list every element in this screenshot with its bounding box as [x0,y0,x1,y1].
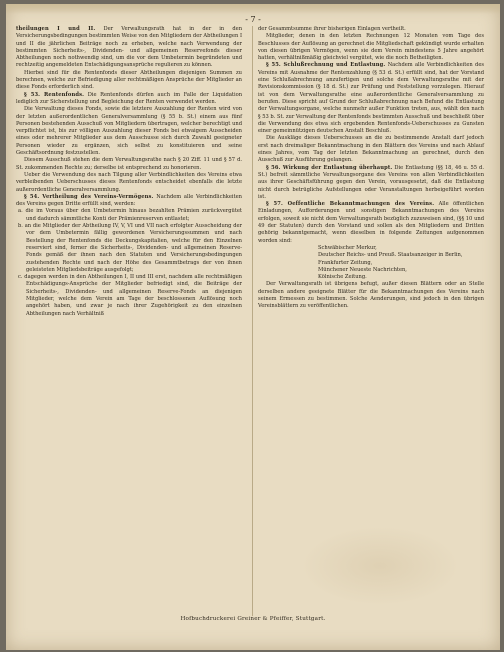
list-item [16,274,242,318]
paragraph-text: Die Rentenfonds dürfen auch im Falle der Liquidation lediglich zur Sicherstellung und Begleichung der Renten verwendet werden. [16,91,243,105]
page-number: - 7 - [245,15,261,24]
paragraph-text: Ueber die Verwendung des nach Tilgung aller Verbindlichkeiten des Vereins etwa verbleibenden Ueberschusses dieses Rentenfonds entscheidet ebenfalls die letzte außerordentliche Generalversammlung. [16,171,242,193]
paragraph-text: b. an die Mitglieder der Abtheilung IV, V, VI und VII nach erfolgter Ausscheidung der vor dem Umbetermin fällig gewordenen Versicherungssummen und nach Bestellung der Rentenfonds die Deckungskapitalien, welche für den Einzelnen reserviert sind, ferner die Sicherheits-, Dividenden- und allgemeinen Reserve-Fonds gemäß der ihnen nach den Statuten und Versicherungsbedingungen zustehenden Rechte und nach der Höhe des Gesammtbetrags der von ihnen geleisteten Mitgliedsbeiträge ausgefolgt; [18,223,242,273]
newspaper-item [258,267,484,274]
paragraph-text: a. die im Voraus über den Umbetermin hinaus bezahlten Prämien zurückvergütet und dadurch sämmtliche Konti der Prämienreserven entlastet; [18,208,242,222]
list-item [16,223,242,274]
paragraph [16,26,242,70]
paragraph [258,33,484,62]
paragraph-text: Mitglieder, denen in den letzten Rechnungen 12 Monaten vom Tage des Beschlusses der Auflösung an gerechnet die Mitgliedschaft gekündigt wurde erhalten von diesen übrigen Vermögen, wenn sie dem Verein mindestens 5 Jahre angehört hatten, verhältnißmäßig gleichviel vergütet, wie die noch Betheiligten. [258,33,484,62]
paragraph [258,135,484,164]
paragraph [258,26,484,33]
paragraph-text: Kölnische Zeitung. [318,274,367,281]
paragraph-text: Münchener Neueste Nachrichten, [318,266,407,273]
section-heading: § 55. Schlußrechnung und Entlastung. [266,62,386,69]
right-column [258,26,484,311]
paragraph-text: Der Verwaltungsrath hat in der in den Versicherungsbedingungen bestimmten Weise von den Mitgliedern der Abtheilungen I und II die jährlichen Beiträge noch zu erheben, welche nach Verwendung der bestimmten Sicherheits-, Dividenden- und allgemeinen Reservefonds dieser Abtheilungen noch nothwendig sind, um die vor dem Umbetermin begründeten und rechtzeitig angemeldeten Entschädigungsansprüche regulieren zu können. [16,26,243,69]
newspaper-item [258,245,484,252]
paragraph-text: Frankfurter Zeitung, [318,259,373,266]
paragraph-text: Die Verwaltung dieses Fonds, sowie die letztere Auszahlung der Renten wird von der letzten außerordentlichen Generalversammlung (§ 55 b. St.) einem aus fünf Personen bestehenden Ausschuß von Mitgliedern übertragen, welcher berechtigt und verpflichtet ist, bis zur völligen Auszahlung dieser Fonds bei etwaigem Ausscheiden eines oder mehrerer Mitglieder aus dem Ausschusse sich durch Zuwahl geeigneter Personen wieder zu ergänzen, sich selbst zu konstituieren und seine Geschäftsordnung festzustellen. [16,106,242,157]
paragraph-text: Nachdem alle Verbindlichkeiten des Vereins gegen Dritte erfüllt sind, werden: [16,193,242,208]
section-heading: § 56. Wirkung der Entlastung überhaupt. [266,164,393,171]
paragraph [16,92,242,107]
paragraph [16,172,242,194]
paragraph-text: c. dagegen werden in den Abtheilungen I, II und III erst, nachdem alle rechtmäßigen Entschädigungs-Ansprüche der Mitglieder befriedigt sind, die Beiträge der Sicherheits-, Dividenden- und allgemeinen Reserve-Fonds an diejenigen Mitglieder, welche dem Verein am Tage der beschlossenen Auflösung noch angehört haben, und zwar je nach ihrer Zugehörigkeit zu den einzelnen Abtheilungen nach Verhältniß [18,274,242,317]
document-page [6,4,500,650]
paragraph-text: Deutscher Reichs- und Preuß. Staatsanzeiger in Berlin, [318,252,463,259]
paragraph [16,70,242,92]
paragraph [16,157,242,172]
paragraph-text: Die Entlastung (§§ 18, 46 u. 55 d. St.) befreit sämmtliche Verwaltungsorgane des Vereins von allen Verbindlichkeiten aus ihrer Geschäftsführung gegen den Verein, vorausgesetzt, daß die Entlastung nicht durch betrügliche Aufstellungen oder Veranstaltungen herbeigeführt worden ist. [258,164,484,200]
section-heading: § 57. Oeffentliche Bekanntmachungen des Vereins. [266,201,435,208]
column-divider [252,26,253,616]
paragraph-text: der Gesammtsumme ihrer bisherigen Einlagen vertheilt. [258,26,406,32]
paragraph-text: Nachdem alle Verbindlichkeiten des Vereins mit Ausnahme der Rentenzahlung (§ 53 d. St.) erfüllt sind, hat der Vorstand eine Schlußabrechnung anzufertigen und solche dem Verwaltungsrathe mit der Revisionskommission (§ 18 d. St.) zur Prüfung und Feststellung vorzulegen. Hierauf ist von dem Verwaltungsrathe eine außerordentliche Generalversammlung zu berufen. Diese spricht auf Grund der Schlußabrechnung nach Befund die Entlastung der Verwaltungsorgane, welche nunmehr außer Funktion treten, aus, wählt den nach § 53 b. St. zur Verwaltung der Rentenfonds bestimmten Ausschuß und beschließt über die Verwendung des etwa sich ergebenden Rentenfonds-Ueberschusses zu Gunsten einer gemeinnützigen deutschen Anstalt Beschluß. [258,62,484,135]
paragraph [16,194,242,209]
newspaper-item [258,274,484,281]
list-item [16,208,242,223]
section-heading: § 54. Vertheilung des Vereins-Vermögens. [24,193,154,200]
paragraph-text: Alle öffentlichen Einladungen, Aufforderungen und sonstigen Bekanntmachungen des Vereins erfolgen, soweit sie nicht dem Verwaltungsrath bezüglich zuzuweisen sind, (§§ 10 und 49 der Statuten) durch den Vorstand und sollen als den Mitgliedern und Dritten gehörig bekanntgemacht, wenn dieselben in folgende Zeitungen aufgenommen worden sind: [258,201,484,244]
paragraph-text: Die Auskläge dieses Ueberschusses an die zu bestimmende Anstalt darf jedoch erst nach dreimaliger Bekanntmachung in den Blättern des Vereins und nach Ablauf eines Jahres, vom Tag der letzten Bekanntmachung an gerechnet, durch den Ausschuß zur Ausführung gelangen. [258,135,484,164]
section-heading: § 53. Rentenfonds. [24,91,85,98]
paragraph [16,106,242,157]
section-heading: theilungen I und II. [16,26,96,32]
paragraph [258,281,484,310]
paragraph-text: Schwäbischer Merkur, [318,244,377,251]
newspaper-item [258,260,484,267]
paragraph [258,201,484,245]
paragraph [258,165,484,201]
paragraph-text: Der Verwaltungsrath ist übrigens befugt, außer diesen Blättern oder an Stelle derselben andere geeignete Blätter für die Bekanntmachungen des Vereins nach seinem Ermessen zu bestimmen. Solche Aenderungen, sind jedoch in den übrigen Vereinsblättern zu veröffentlichen. [258,281,484,310]
printer-imprint: Hofbuchdruckerei Greiner & Pfeiffer, Stuttgart. [180,616,326,622]
paragraph [258,62,484,135]
left-column [16,26,242,318]
paragraph-text: Diesem Ausschuß stehen die dem Verwaltungsrathe nach § 20 Ziff. 11 und § 57 d. St. zukommenden Rechte zu; derselbe ist entsprechend zu honorieren. [16,157,242,171]
paragraph-text: Hierbei sind für die Rentenfonds dieser Abtheilungen diejenigen Summen zu berechnen, welche zur Befriedigung aller rechtmäßigen Ansprüche der Mitglieder an diese Fonds erforderlich sind. [16,69,242,91]
newspaper-item [258,252,484,259]
